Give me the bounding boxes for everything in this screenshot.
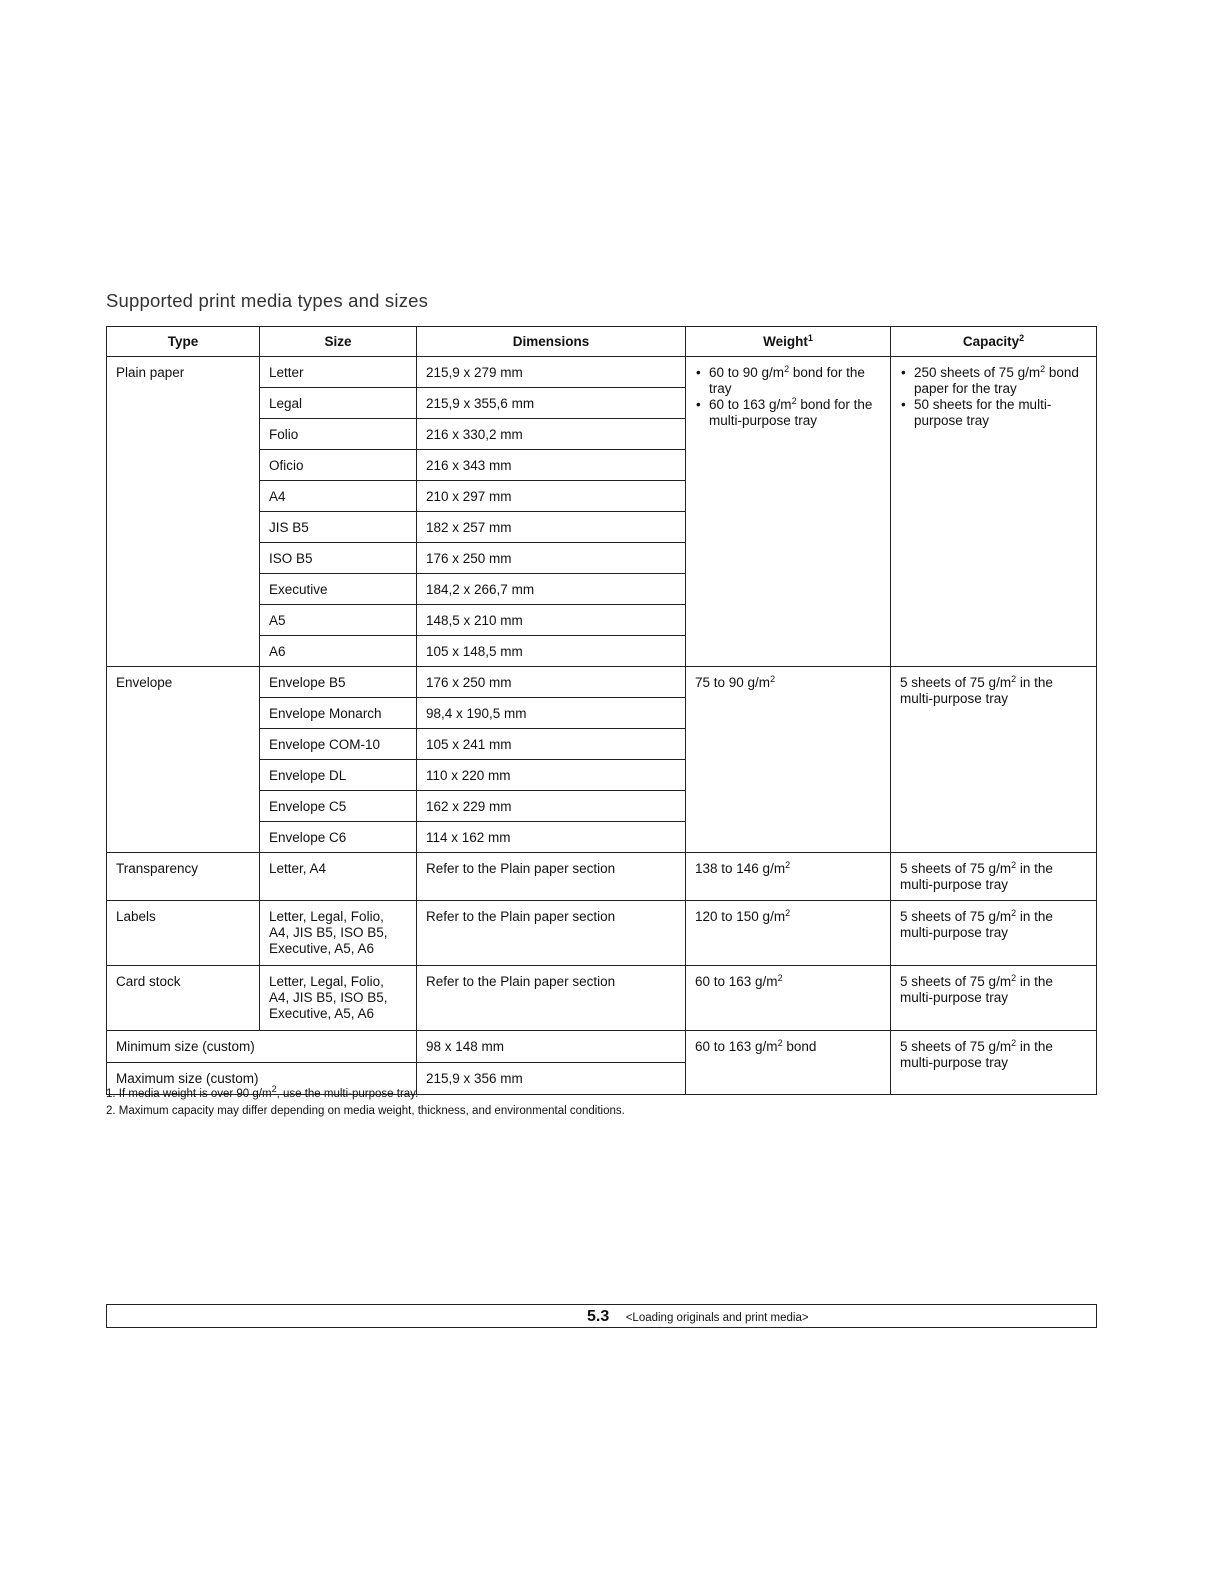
table-row — [107, 901, 1097, 966]
size-cell: Oficio — [260, 450, 417, 481]
list-item: • 60 to 90 $g/m^2$ bond for the tray — [695, 365, 881, 397]
type-cell: Transparency — [107, 853, 260, 901]
dimension-cell: 215,9 x 356 mm — [417, 1063, 686, 1095]
dimension-cell: 176 x 250 mm — [417, 543, 686, 574]
size-cell: ISO B5 — [260, 543, 417, 574]
custom-min-label: Minimum size (custom) — [107, 1031, 417, 1063]
size-cell: Envelope Monarch — [260, 698, 417, 729]
table-row — [107, 853, 1097, 901]
weight-cell: 138 to 146 $g/m^2$ — [686, 853, 891, 901]
dimension-cell: 98,4 x 190,5 mm — [417, 698, 686, 729]
header-dimensions: Dimensions — [417, 327, 686, 357]
table-row — [107, 357, 1097, 388]
weight-cell: 75 to 90 $g/m^2$ — [686, 667, 891, 853]
weight-cell — [686, 357, 891, 667]
header-size: Size — [260, 327, 417, 357]
size-cell: Envelope C6 — [260, 822, 417, 853]
footnotes — [106, 1086, 625, 1120]
footnote-1: 1. If media weight is over 90 $g/m^2$, use the multi-purpose tray. — [106, 1084, 419, 1100]
size-cell: A5 — [260, 605, 417, 636]
table-row — [107, 966, 1097, 1031]
size-cell: JIS B5 — [260, 512, 417, 543]
custom-max-label: Maximum size (custom) — [107, 1063, 417, 1095]
type-cell: Plain paper — [107, 357, 260, 667]
footnote-ref: 1 — [807, 332, 813, 343]
dimension-cell: 184,2 x 266,7 mm — [417, 574, 686, 605]
dimension-cell: 114 x 162 mm — [417, 822, 686, 853]
dimension-cell: Refer to the Plain paper section — [417, 853, 686, 901]
dimension-cell: 110 x 220 mm — [417, 760, 686, 791]
dimension-cell: 98 x 148 mm — [417, 1031, 686, 1063]
weight-cell: 120 to 150 $g/m^2$ — [686, 901, 891, 966]
dimension-cell: 215,9 x 355,6 mm — [417, 388, 686, 419]
header-weight: Weight$^1$ — [686, 327, 891, 357]
weight-cell: 60 to 163 $g/m^2$ bond — [686, 1031, 891, 1095]
dimension-cell: 105 x 148,5 mm — [417, 636, 686, 667]
capacity-cell: 5 sheets of 75 $g/m^2$ in the multi-purpose tray — [891, 853, 1097, 901]
dimension-cell: 215,9 x 279 mm — [417, 357, 686, 388]
dimension-cell: 182 x 257 mm — [417, 512, 686, 543]
size-cell: Legal — [260, 388, 417, 419]
dimension-cell: 176 x 250 mm — [417, 667, 686, 698]
size-cell: Letter, A4 — [260, 853, 417, 901]
type-cell: Envelope — [107, 667, 260, 853]
capacity-cell: 5 sheets of 75 $g/m^2$ in the multi-purpose tray — [891, 901, 1097, 966]
dimension-cell: 216 x 330,2 mm — [417, 419, 686, 450]
weight-cell: 60 to 163 $g/m^2$ — [686, 966, 891, 1031]
size-cell: Envelope DL — [260, 760, 417, 791]
dimension-cell: Refer to the Plain paper section — [417, 966, 686, 1031]
size-cell: Folio — [260, 419, 417, 450]
size-cell: Letter, Legal, Folio, A4, JIS B5, ISO B5, Executive, A5, A6 — [260, 901, 417, 966]
page-number: 5.3 — [587, 1308, 610, 1325]
type-cell: Labels — [107, 901, 260, 966]
list-item: • 250 sheets of 75 $g/m^2$ bond paper for the tray — [900, 365, 1087, 397]
list-item: • 60 to 163 $g/m^2$ bond for the multi-purpose tray — [695, 397, 881, 429]
dimension-cell: 148,5 x 210 mm — [417, 605, 686, 636]
capacity-cell: 5 sheets of 75 $g/m^2$ in the multi-purpose tray — [891, 667, 1097, 853]
size-cell: Executive — [260, 574, 417, 605]
footnote-ref: 2 — [1019, 332, 1025, 343]
dimension-cell: Refer to the Plain paper section — [417, 901, 686, 966]
size-cell: Envelope C5 — [260, 791, 417, 822]
dimension-cell: 210 x 297 mm — [417, 481, 686, 512]
size-cell: Envelope COM-10 — [260, 729, 417, 760]
size-cell: A6 — [260, 636, 417, 667]
capacity-cell: 5 sheets of 75 $g/m^2$ in the multi-purpose tray — [891, 966, 1097, 1031]
capacity-cell — [891, 357, 1097, 667]
table-row — [107, 667, 1097, 698]
type-cell: Card stock — [107, 966, 260, 1031]
chapter-title: <Loading originals and print media> — [625, 1312, 809, 1324]
footnote-2: 2. Maximum capacity may differ depending on media weight, thickness, and environmental conditions. — [106, 1105, 625, 1117]
section-title: Supported print media types and sizes — [106, 290, 429, 311]
header-type: Type — [107, 327, 260, 357]
dimension-cell: 105 x 241 mm — [417, 729, 686, 760]
table-row — [107, 1031, 1097, 1063]
header-capacity: Capacity$^2$ — [891, 327, 1097, 357]
dimension-cell: 162 x 229 mm — [417, 791, 686, 822]
size-cell: Letter — [260, 357, 417, 388]
header-row — [107, 327, 1097, 357]
dimension-cell: 216 x 343 mm — [417, 450, 686, 481]
media-table — [106, 326, 1097, 1095]
capacity-cell: 5 sheets of 75 $g/m^2$ in the multi-purpose tray — [891, 1031, 1097, 1095]
page-footer — [106, 1304, 1097, 1328]
size-cell: Envelope B5 — [260, 667, 417, 698]
list-item: • 50 sheets for the multi-purpose tray — [900, 397, 1087, 429]
size-cell: A4 — [260, 481, 417, 512]
size-cell: Letter, Legal, Folio, A4, JIS B5, ISO B5, Executive, A5, A6 — [260, 966, 417, 1031]
